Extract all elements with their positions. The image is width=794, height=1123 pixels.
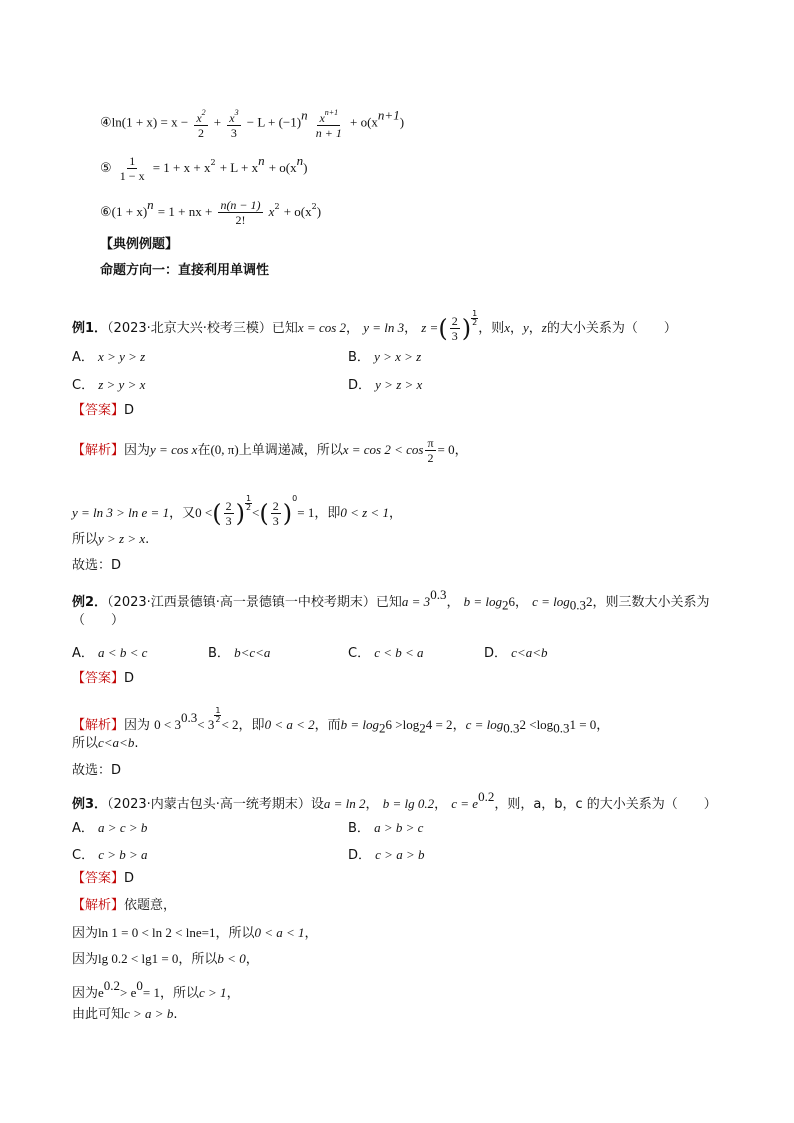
ex1-answer: 【答案】D <box>72 403 135 418</box>
ex2-option-a: A． a < b < c <box>72 645 148 661</box>
example-2-paren: （ ） <box>72 613 125 628</box>
ex3-analysis-line-1: 因为ln 1 = 0 < ln 2 < lne=1，所以0 < a < 1， <box>72 925 318 941</box>
example-2-question: 例2．（2023·江西景德镇·高一景德镇一中校考期末）已知$a = 3^{0.3}$， $b = \log_26$， $c = \log_{0.3}2$，则三数大小关系为 <box>72 587 710 613</box>
ex3-option-c: C． c > b > a <box>72 847 148 863</box>
ex1-analysis-line-3: 所以y > z > x. <box>72 531 150 547</box>
ex1-analysis-line-2: y = ln 3 > ln e = 1，又0 <( $\frac{2}{3}$ ) $\frac{1}{2}$ <( $\frac{2}{3}$ )0= 1，即0 < z < 1， <box>72 494 402 528</box>
example-1-question: 例1．（2023·北京大兴·校考三模）已知x = cos 2， y = ln 3， z =( $\frac{2}{3}$ ) $\frac{1}{2}$ ，则x，y，z的大小关系为（ ） <box>72 309 677 343</box>
ex1-option-a: A． x > y > z <box>72 349 146 365</box>
fraction: $\frac{x^{n+1}}{n + 1}$ <box>315 108 342 140</box>
ex3-analysis-intro: 【解析】依题意， <box>72 898 177 913</box>
fraction: $\frac{x^2}{2}$ <box>196 108 206 140</box>
ex3-analysis-line-2: 因为lg 0.2 < lg1 = 0，所以b < 0， <box>72 951 259 967</box>
ex2-analysis-line-2: 所以c<a<b. <box>72 735 139 751</box>
fraction: $\frac{n(n - 1)}{2!}$ <box>220 198 261 227</box>
ex2-answer: 【答案】D <box>72 671 135 686</box>
ex1-option-c: C． z > y > x <box>72 377 146 393</box>
ex3-analysis-line-4: 由此可知c > a > b. <box>72 1006 178 1022</box>
ex2-result: 故选：D <box>72 763 122 778</box>
formula-4: ④ln(1 + x) = x − $\frac{x^2}{2}$ + $\frac{x^3}{3}$ − $L + (-1)^n$ $\frac{x^{n+1}}{n + 1}$ + $o(x^{n+1})$ <box>100 107 405 140</box>
ex2-option-c: C． c < b < a <box>348 645 424 661</box>
ex1-result: 故选：D <box>72 558 122 573</box>
ex1-option-b: B． y > x > z <box>348 349 422 365</box>
section-heading: 【典例例题】 <box>100 237 179 252</box>
formula-5: ⑤ $\frac{1}{1 - x}$ = $1 + x + x^2 + L + x^n + o(x^n)$ <box>100 153 308 183</box>
ex2-analysis-line-1: 【解析】因为 $0 < 3^{0.3}< 3$ $\frac{1}{2}$ < 2，即0 < a < 2，而$b = \log_26 >\log_24 = 2$，$c = \log_{0.3}2 <\log_{0.3}1 = 0$， <box>72 706 610 736</box>
ex2-option-d: D． c<a<b <box>484 645 548 661</box>
formula-6: ⑥(1 + x)$^n$ = 1 + nx + $\frac{n(n - 1)}{2!}$ $x^2 + o(x^2)$ <box>100 197 322 227</box>
ex3-option-a: A． a > c > b <box>72 820 148 836</box>
ex3-option-d: D． c > a > b <box>348 847 425 863</box>
ex1-analysis-line-1: 【解析】因为y = cos x在(0, π)上单调递减，所以x = cos 2 < cos $\frac{\pi}{2}$ = 0， <box>72 436 468 465</box>
fraction: $\frac{x^3}{3}$ <box>229 108 239 140</box>
ex2-option-b: B． b<c<a <box>208 645 271 661</box>
direction-heading: 命题方向一：直接利用单调性 <box>100 263 270 278</box>
example-3-question: 例3．（2023·内蒙古包头·高一统考期末）设a = ln 2， b = lg 0.2， $c = e^{0.2}$，则，a，b，c 的大小关系为（ ） <box>72 789 717 812</box>
ex3-analysis-line-3: 因为$e^{0.2}> e^0= 1$，所以c > 1， <box>72 978 240 1001</box>
ex3-answer: 【答案】D <box>72 871 135 886</box>
ex3-option-b: B． a > b > c <box>348 820 424 836</box>
fraction: $\frac{1}{1 - x}$ <box>119 154 145 183</box>
ex1-option-d: D． y > z > x <box>348 377 423 393</box>
